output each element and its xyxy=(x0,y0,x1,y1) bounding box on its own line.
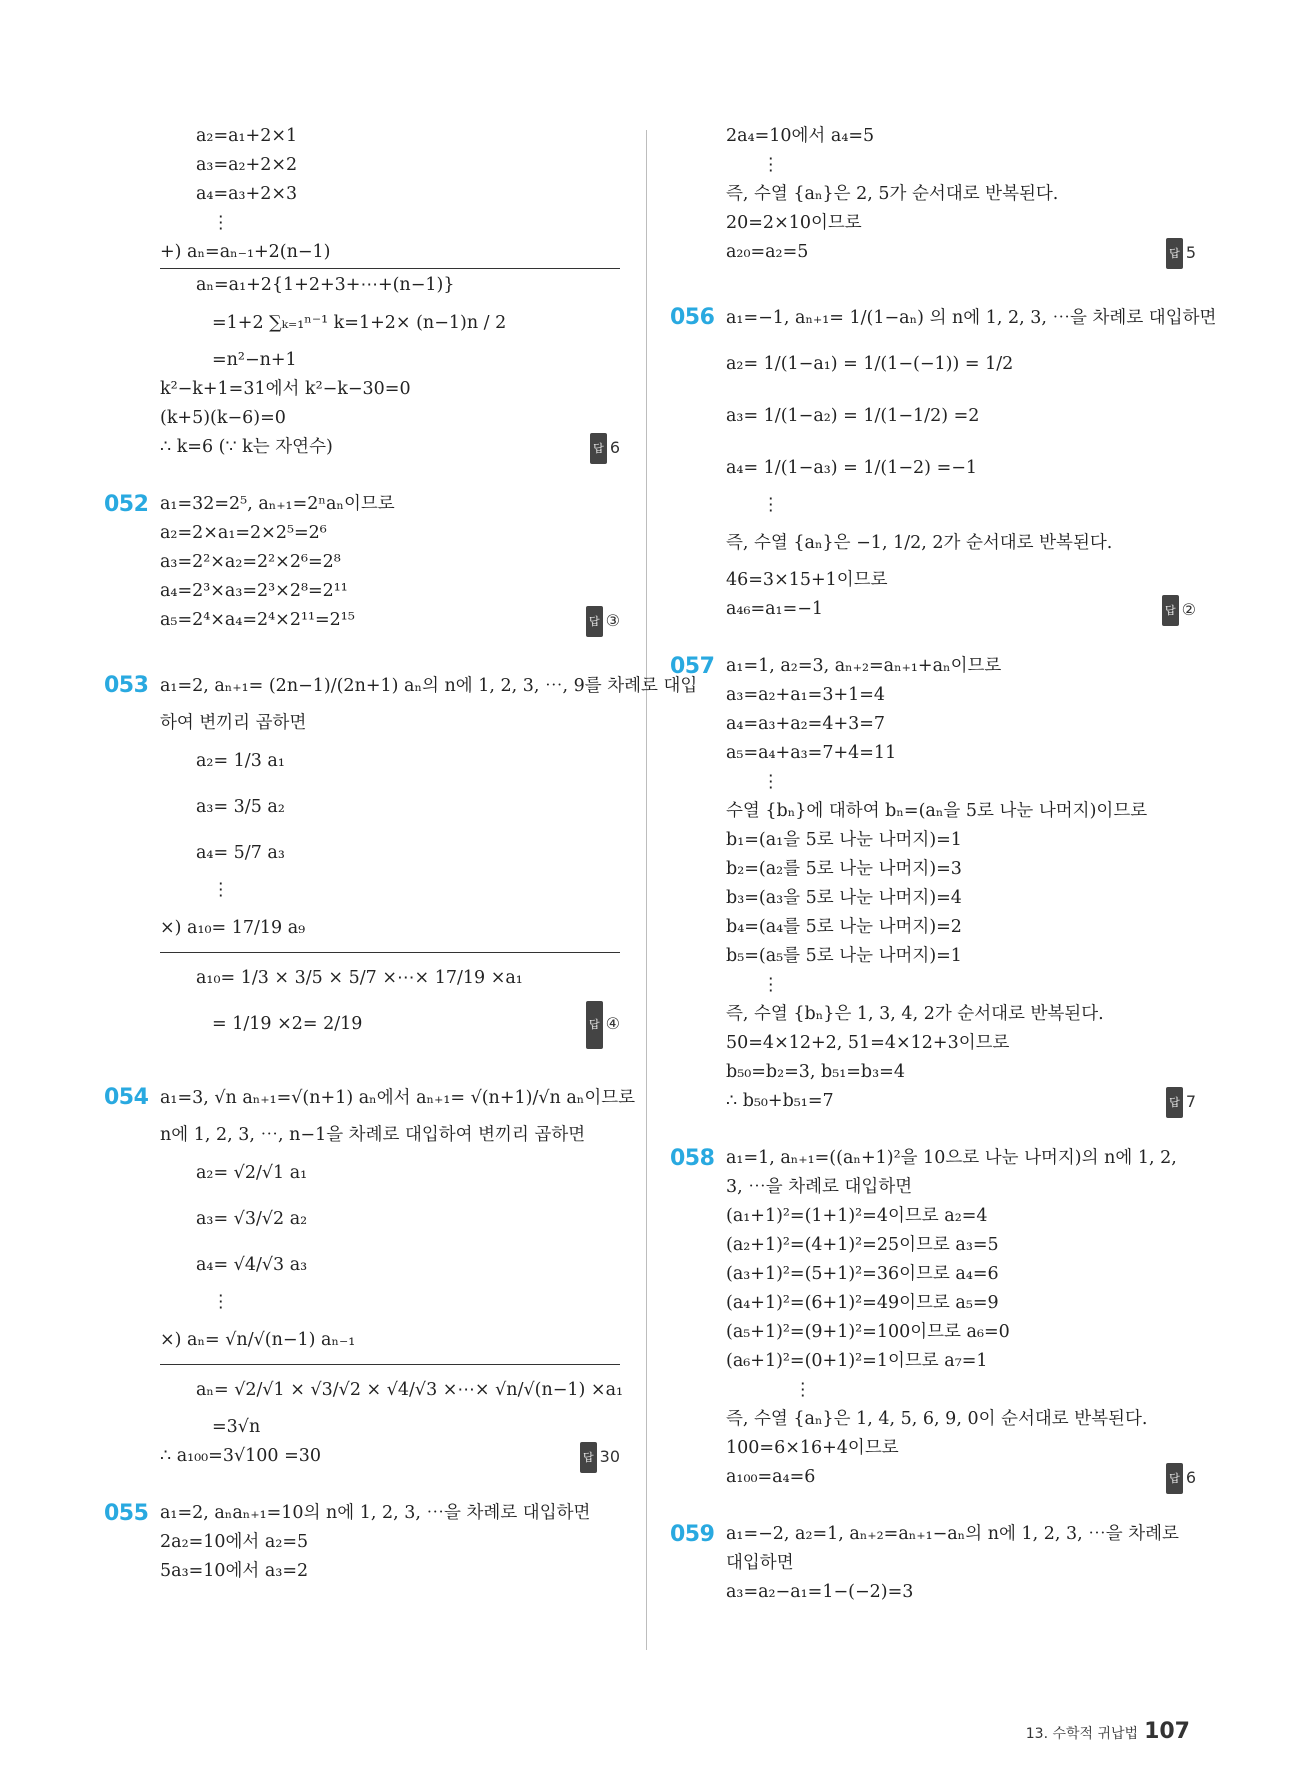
math-text: (k+5)(k−6)=0 xyxy=(160,408,286,428)
math-text: ⋮ xyxy=(212,1292,230,1312)
solution-line xyxy=(726,1058,1196,1087)
math-text: a₄= 5/7 a₃ xyxy=(196,843,285,863)
math-text: aₙ= √2/√1 × √3/√2 × √4/√3 ×⋯× √n/√(n−1) ×a₁ xyxy=(196,1380,624,1400)
math-text: a₄=a₃+a₂=4+3=7 xyxy=(726,714,886,734)
math-text: 수열 {bₙ}에 대하여 bₙ=(aₙ을 5로 나눈 나머지)이므로 xyxy=(726,801,1148,821)
solution-line xyxy=(160,209,620,238)
solution-line xyxy=(160,784,620,830)
math-text: (a₃+1)²=(5+1)²=36이므로 a₄=6 xyxy=(726,1264,999,1284)
sum-rule xyxy=(160,1364,620,1365)
math-text: (a₂+1)²=(4+1)²=25이므로 a₃=5 xyxy=(726,1235,999,1255)
math-text: a₁₀₀=a₄=6 xyxy=(726,1467,816,1487)
math-text: a₄=2³×a₃=2³×2⁸=2¹¹ xyxy=(160,581,348,601)
solution-line xyxy=(726,710,1196,739)
math-text: 5a₃=10에서 a₃=2 xyxy=(160,1561,309,1581)
sum-rule xyxy=(160,268,620,269)
solution-line xyxy=(726,151,1196,180)
math-text: a₂= 1/3 a₁ xyxy=(196,751,285,771)
solution-line xyxy=(726,1463,1196,1492)
answer-mark-icon: 답 xyxy=(1162,595,1179,626)
solution-line xyxy=(160,346,620,375)
spacer xyxy=(726,1492,1196,1520)
solution-line xyxy=(160,738,620,784)
solution-line xyxy=(160,1001,620,1047)
math-text: ⋮ xyxy=(212,880,230,900)
solution-line xyxy=(726,1405,1196,1434)
answer-mark-icon: 답 xyxy=(586,1001,603,1049)
math-text: a₁₀= 1/3 × 3/5 × 5/7 ×⋯× 17/19 ×a₁ xyxy=(196,968,523,988)
spacer xyxy=(726,267,1196,295)
answer-value: 5 xyxy=(1185,243,1196,262)
math-text: a₃= 3/5 a₂ xyxy=(196,797,285,817)
solution-line xyxy=(160,606,620,635)
answer-value: ③ xyxy=(605,611,620,630)
math-text: (a₆+1)²=(0+1)²=1이므로 a₇=1 xyxy=(726,1351,988,1371)
math-text: ∴ k=6 (∵ k는 자연수) xyxy=(160,437,333,457)
math-text: 2a₄=10에서 a₄=5 xyxy=(726,126,875,146)
problem-056-line xyxy=(670,295,1217,341)
math-text: b₂=(a₂를 5로 나눈 나머지)=3 xyxy=(726,859,962,879)
answer-mark-icon: 답 xyxy=(590,433,607,464)
math-text: b₅₀=b₂=3, b₅₁=b₃=4 xyxy=(726,1062,905,1082)
math-text: 즉, 수열 {bₙ}은 1, 3, 4, 2가 순서대로 반복된다. xyxy=(726,1004,1104,1024)
right-column xyxy=(670,122,1217,1607)
solution-line xyxy=(726,768,1196,797)
math-text: a₄₆=a₁=−1 xyxy=(726,599,824,619)
math-text: = 1/19 ×2= 2/19 xyxy=(212,1014,363,1034)
solution-line xyxy=(726,739,1196,768)
math-text: 즉, 수열 {aₙ}은 2, 5가 순서대로 반복된다. xyxy=(726,184,1059,204)
math-text: a₅=a₄+a₃=7+4=11 xyxy=(726,743,897,763)
solution-line xyxy=(726,341,1196,387)
spacer xyxy=(726,624,1196,652)
spacer xyxy=(160,635,620,663)
solution-line xyxy=(726,855,1196,884)
solution-line xyxy=(726,681,1196,710)
math-text: a₁=32=2⁵, aₙ₊₁=2ⁿaₙ이므로 xyxy=(160,494,395,514)
math-text: a₁=−2, a₂=1, aₙ₊₂=aₙ₊₁−aₙ의 n에 1, 2, 3, ⋯을 차례로 xyxy=(726,1524,1179,1544)
answer-badge xyxy=(1166,1463,1196,1494)
problem-number: 052 xyxy=(104,492,149,517)
math-text: ∴ a₁₀₀=3√100 =30 xyxy=(160,1446,322,1466)
solution-line xyxy=(160,709,620,738)
math-text: =3√n xyxy=(212,1417,261,1437)
math-text: ⋮ xyxy=(762,495,780,515)
solution-line xyxy=(160,1242,620,1288)
math-text: b₄=(a₄를 5로 나눈 나머지)=2 xyxy=(726,917,962,937)
page-number: 107 xyxy=(1144,1719,1190,1744)
math-text: ×) a₁₀= 17/19 a₉ xyxy=(160,918,306,938)
problem-number: 059 xyxy=(670,1522,715,1547)
math-text: a₄= √4/√3 a₃ xyxy=(196,1255,308,1275)
math-text: a₂=a₁+2×1 xyxy=(196,126,298,146)
math-text: k²−k+1=31에서 k²−k−30=0 xyxy=(160,379,411,399)
solution-line xyxy=(160,122,620,151)
answer-value: 7 xyxy=(1185,1092,1196,1111)
solution-line xyxy=(726,491,1196,520)
solution-line xyxy=(160,830,620,876)
solution-line xyxy=(160,238,620,267)
math-text: +) aₙ=aₙ₋₁+2(n−1) xyxy=(160,242,331,262)
answer-badge xyxy=(580,1442,620,1473)
math-text: 100=6×16+4이므로 xyxy=(726,1438,899,1458)
problem-057-line xyxy=(670,652,1196,681)
solution-line xyxy=(726,1578,1196,1607)
math-text: a₃= √3/√2 a₂ xyxy=(196,1209,308,1229)
problem-number: 053 xyxy=(104,673,149,698)
problem-058-line xyxy=(670,1144,1196,1173)
math-text: a₂= √2/√1 a₁ xyxy=(196,1163,308,1183)
solution-line xyxy=(160,1121,620,1150)
answer-value: ④ xyxy=(605,1014,620,1033)
problem-059-line xyxy=(670,1520,1196,1549)
math-text: a₁=2, aₙ₊₁= (2n−1)/(2n+1) aₙ의 n에 1, 2, 3, ⋯, 9를 차례로 대입 xyxy=(160,676,698,696)
math-text: 20=2×10이므로 xyxy=(726,213,862,233)
answer-mark-icon: 답 xyxy=(1166,1087,1183,1118)
answer-mark-icon: 답 xyxy=(580,1442,597,1473)
math-text: a₁=3, √n aₙ₊₁=√(n+1) aₙ에서 aₙ₊₁= √(n+1)/√n aₙ이므로 xyxy=(160,1088,636,1108)
solution-line xyxy=(726,566,1196,595)
math-text: 46=3×15+1이므로 xyxy=(726,570,888,590)
solution-line xyxy=(160,876,620,905)
math-text: ⋮ xyxy=(762,155,780,175)
solution-line xyxy=(160,1288,620,1317)
answer-mark-icon: 답 xyxy=(586,606,603,637)
math-text: a₁=−1, aₙ₊₁= 1/(1−aₙ) 의 n에 1, 2, 3, ⋯을 차례로 대입하면 xyxy=(726,308,1217,328)
math-text: a₁=1, aₙ₊₁=((aₙ+1)²을 10으로 나눈 나머지)의 n에 1, 2, xyxy=(726,1148,1177,1168)
solution-line xyxy=(160,955,620,1001)
solution-line xyxy=(726,1231,1196,1260)
problem-number: 055 xyxy=(104,1501,149,1526)
math-text: 3, ⋯을 차례로 대입하면 xyxy=(726,1177,913,1197)
answer-badge xyxy=(1166,1087,1196,1118)
math-text: ×) aₙ= √n/√(n−1) aₙ₋₁ xyxy=(160,1330,356,1350)
solution-line xyxy=(160,1413,620,1442)
math-text: a₃=a₂+2×2 xyxy=(196,155,298,175)
solution-line xyxy=(726,1376,1196,1405)
math-text: (a₁+1)²=(1+1)²=4이므로 a₂=4 xyxy=(726,1206,988,1226)
solution-line xyxy=(726,1173,1196,1202)
solution-line xyxy=(160,180,620,209)
answer-value: 6 xyxy=(1185,1468,1196,1487)
sum-rule xyxy=(160,952,620,953)
solution-line xyxy=(160,300,620,346)
column-divider xyxy=(646,130,647,1650)
solution-line xyxy=(160,1367,624,1413)
solution-line xyxy=(160,519,620,548)
math-text: b₅=(a₅를 5로 나눈 나머지)=1 xyxy=(726,946,962,966)
solution-line xyxy=(726,826,1196,855)
solution-line xyxy=(160,1442,620,1471)
solution-line xyxy=(726,387,1196,445)
math-text: ⋮ xyxy=(762,772,780,792)
problem-054-line xyxy=(104,1075,636,1121)
answer-badge xyxy=(586,606,620,637)
math-text: b₃=(a₃을 5로 나눈 나머지)=4 xyxy=(726,888,962,908)
solution-line xyxy=(160,905,620,951)
solution-line xyxy=(160,1528,620,1557)
solution-line xyxy=(726,1549,1196,1578)
math-text: =1+2 ∑ₖ₌₁ⁿ⁻¹ k=1+2× (n−1)n / 2 xyxy=(212,313,507,333)
math-text: a₁=1, a₂=3, aₙ₊₂=aₙ₊₁+aₙ이므로 xyxy=(726,656,1002,676)
math-text: a₄=a₃+2×3 xyxy=(196,184,298,204)
math-text: 즉, 수열 {aₙ}은 1, 4, 5, 6, 9, 0이 순서대로 반복된다. xyxy=(726,1409,1148,1429)
solution-line xyxy=(726,595,1196,624)
solution-line xyxy=(726,180,1196,209)
solution-line xyxy=(726,1000,1196,1029)
chapter-title: 13. 수학적 귀납법 xyxy=(1025,1726,1139,1742)
problem-053-line xyxy=(104,663,698,709)
answer-value: 30 xyxy=(599,1447,620,1466)
solution-line xyxy=(726,1087,1196,1116)
math-text: (a₄+1)²=(6+1)²=49이므로 a₅=9 xyxy=(726,1293,999,1313)
solution-line xyxy=(726,1260,1196,1289)
math-text: a₃=a₂+a₁=3+1=4 xyxy=(726,685,886,705)
solution-line xyxy=(726,942,1196,971)
math-text: 즉, 수열 {aₙ}은 −1, 1/2, 2가 순서대로 반복된다. xyxy=(726,533,1113,553)
problem-number: 054 xyxy=(104,1085,149,1110)
math-text: a₄= 1/(1−a₃) = 1/(1−2) =−1 xyxy=(726,458,978,478)
math-text: 하여 변끼리 곱하면 xyxy=(160,713,307,733)
solution-line xyxy=(726,1347,1196,1376)
solution-line xyxy=(726,1434,1196,1463)
problem-052-line xyxy=(104,490,620,519)
math-text: 50=4×12+2, 51=4×12+3이므로 xyxy=(726,1033,1010,1053)
page-footer xyxy=(1026,1719,1190,1744)
solution-line xyxy=(726,797,1196,826)
math-text: (a₅+1)²=(9+1)²=100이므로 a₆=0 xyxy=(726,1322,1010,1342)
solution-line xyxy=(160,375,620,404)
math-text: ∴ b₅₀+b₅₁=7 xyxy=(726,1091,834,1111)
math-text: n에 1, 2, 3, ⋯, n−1을 차례로 대입하여 변끼리 곱하면 xyxy=(160,1125,586,1145)
math-text: a₅=2⁴×a₄=2⁴×2¹¹=2¹⁵ xyxy=(160,610,355,630)
math-text: b₁=(a₁을 5로 나눈 나머지)=1 xyxy=(726,830,962,850)
solution-line xyxy=(160,404,620,433)
spacer xyxy=(160,462,620,490)
solution-line xyxy=(726,209,1196,238)
solution-line xyxy=(726,1289,1196,1318)
solution-line xyxy=(160,271,620,300)
problem-055-line xyxy=(104,1499,620,1528)
solution-line xyxy=(160,433,620,462)
math-text: a₂=2×a₁=2×2⁵=2⁶ xyxy=(160,523,327,543)
math-text: =n²−n+1 xyxy=(212,350,297,370)
solution-line xyxy=(726,913,1196,942)
spacer xyxy=(160,1047,620,1075)
solution-line xyxy=(726,122,1196,151)
math-text: a₃=2²×a₂=2²×2⁶=2⁸ xyxy=(160,552,341,572)
solution-line xyxy=(726,520,1196,566)
math-text: a₃=a₂−a₁=1−(−2)=3 xyxy=(726,1582,914,1602)
math-text: a₂₀=a₂=5 xyxy=(726,242,809,262)
problem-number: 058 xyxy=(670,1146,715,1171)
solution-line xyxy=(726,1029,1196,1058)
answer-mark-icon: 답 xyxy=(1166,1463,1183,1494)
solution-line xyxy=(726,238,1196,267)
math-text: ⋮ xyxy=(762,975,780,995)
solution-line xyxy=(160,577,620,606)
spacer xyxy=(726,1116,1196,1144)
math-text: ⋮ xyxy=(212,213,230,233)
solution-line xyxy=(160,151,620,180)
solution-line xyxy=(726,445,1196,491)
solution-line xyxy=(160,548,620,577)
math-text: 대입하면 xyxy=(726,1553,794,1573)
math-text: 2a₂=10에서 a₂=5 xyxy=(160,1532,309,1552)
answer-mark-icon: 답 xyxy=(1166,238,1183,269)
problem-number: 056 xyxy=(670,305,715,330)
solution-line xyxy=(160,1317,620,1363)
math-text: a₂= 1/(1−a₁) = 1/(1−(−1)) = 1/2 xyxy=(726,354,1014,374)
answer-badge xyxy=(1166,238,1196,269)
answer-badge xyxy=(1162,595,1196,626)
math-text: ⋮ xyxy=(794,1380,812,1400)
solution-line xyxy=(726,1318,1196,1347)
math-text: a₃= 1/(1−a₂) = 1/(1−1/2) =2 xyxy=(726,406,980,426)
answer-value: ② xyxy=(1181,600,1196,619)
spacer xyxy=(160,1471,620,1499)
math-text: a₁=2, aₙaₙ₊₁=10의 n에 1, 2, 3, ⋯을 차례로 대입하면 xyxy=(160,1503,591,1523)
answer-value: 6 xyxy=(609,438,620,457)
solution-line xyxy=(726,971,1196,1000)
answer-badge xyxy=(586,1001,620,1049)
problem-number: 057 xyxy=(670,654,715,679)
answer-badge xyxy=(590,433,620,464)
solution-line xyxy=(160,1150,620,1196)
solution-line xyxy=(726,1202,1196,1231)
solution-line xyxy=(726,884,1196,913)
solution-line xyxy=(160,1196,620,1242)
solution-line xyxy=(160,1557,620,1586)
math-text: aₙ=a₁+2{1+2+3+⋯+(n−1)} xyxy=(196,275,455,295)
